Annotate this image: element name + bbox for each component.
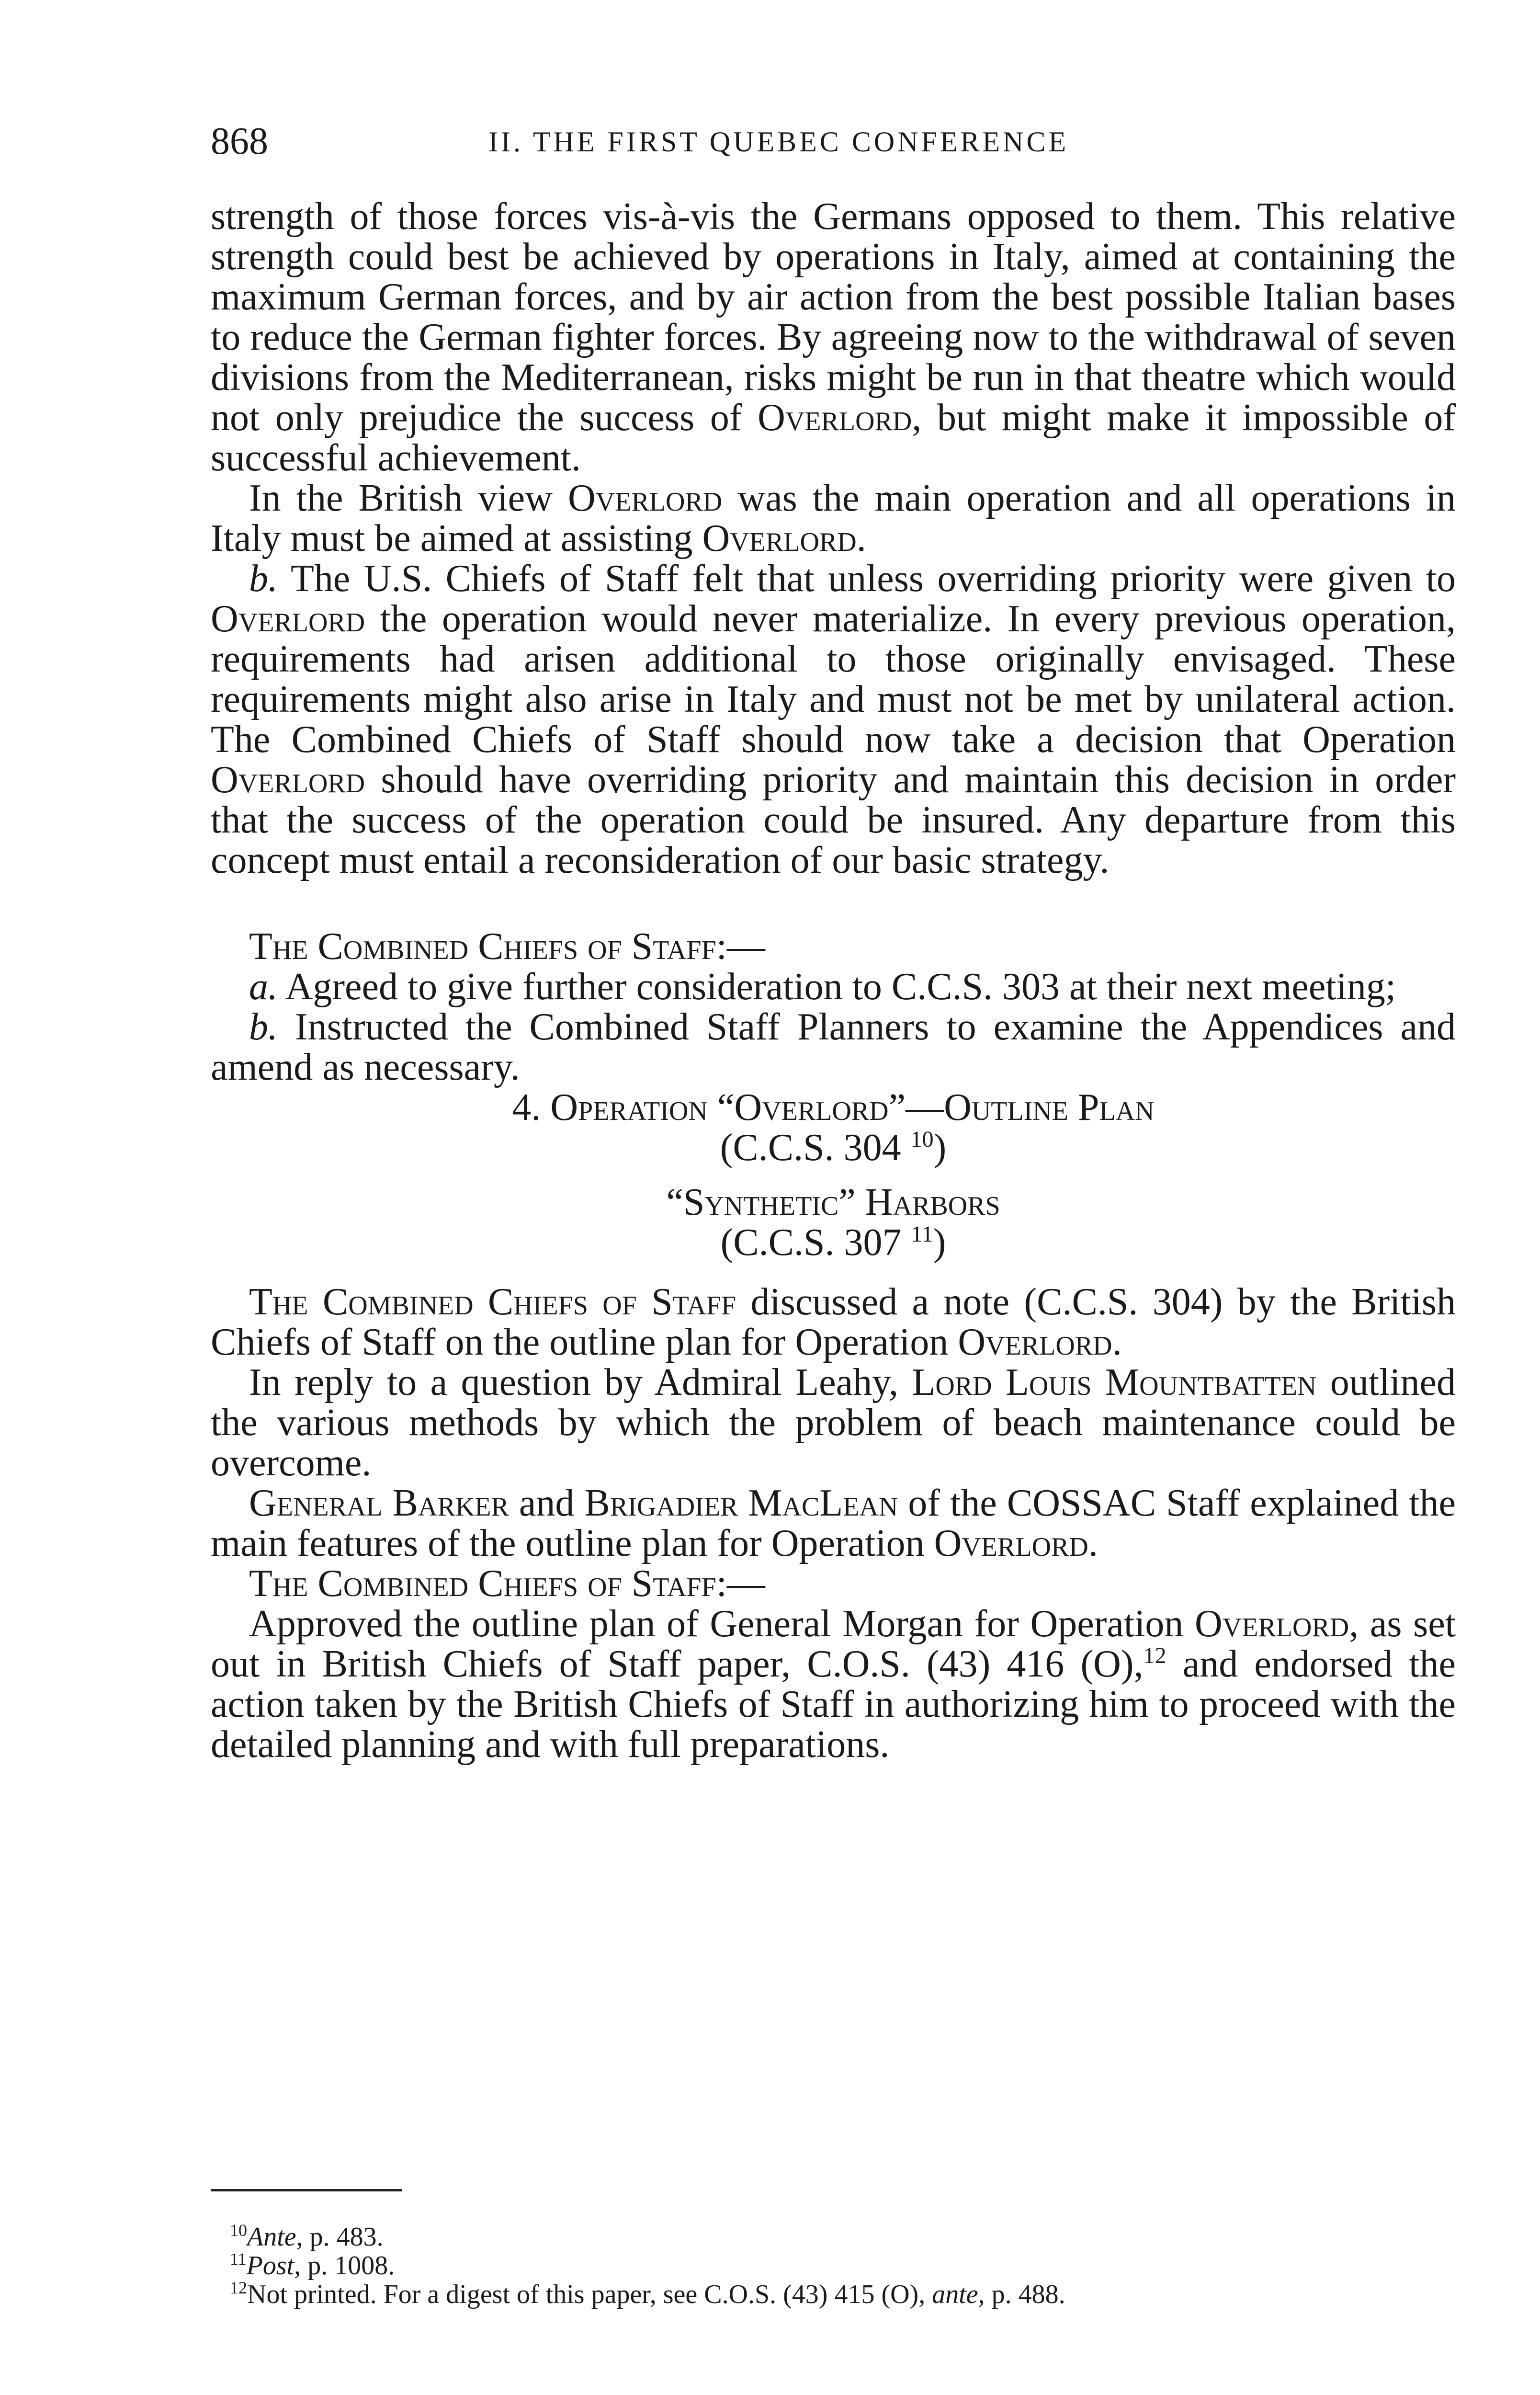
term-overlord: Overlord	[568, 477, 723, 519]
ccs-label: The Combined Chiefs of Staff	[249, 925, 716, 968]
text-run: , as set out in British Chiefs of Staff paper, C.O.S. (43) 416 (O),	[211, 1603, 1456, 1685]
footnote-11	[230, 2251, 1456, 2280]
ccs-label: The Combined Chiefs of Staff	[249, 1562, 716, 1605]
decision-b	[211, 1007, 1456, 1087]
footnote-marker: 11	[911, 1221, 933, 1247]
text-run: (C.C.S. 307	[720, 1221, 902, 1264]
name-barker: General Barker	[249, 1482, 509, 1524]
ccs-label: The Combined Chiefs of Staff	[249, 1281, 736, 1323]
section-ref-synthetic	[211, 1222, 1456, 1263]
paragraph-mountbatten	[211, 1362, 1456, 1483]
footnote-12	[230, 2280, 1456, 2309]
name-mountbatten: Lord Louis Mountbatten	[912, 1361, 1317, 1403]
text-run: :—	[716, 1562, 765, 1605]
item-label: b.	[249, 1006, 278, 1048]
text-run: (C.C.S. 304	[720, 1127, 901, 1169]
text-run: and	[519, 1482, 575, 1524]
section-ref-4	[211, 1128, 1456, 1168]
paragraph-us-view	[211, 559, 1456, 880]
footnote-text: , p. 488.	[978, 2280, 1065, 2309]
footnote-ref: Ante	[247, 2222, 296, 2252]
footnote-number: 11	[230, 2249, 247, 2269]
footnote-ref: ante	[932, 2280, 978, 2309]
term-overlord: Overlord	[211, 759, 365, 801]
text-run: In the British view	[249, 477, 553, 519]
page-body	[211, 196, 1456, 1765]
paragraph-british-view	[211, 478, 1456, 559]
footnote-text: , p. 1008.	[294, 2251, 395, 2281]
term-overlord: Overlord	[1195, 1603, 1349, 1645]
footnote-number: 10	[230, 2221, 247, 2240]
footnote-marker: 10	[910, 1127, 934, 1152]
paragraph-discussion: The Combined Chiefs of Staff discussed a note (C.C.S. 304) by the British Chiefs of Staff on the outline plan for Operation Overlord.	[211, 1281, 1456, 1363]
footnote-ref: Post	[246, 2251, 294, 2281]
text-run: Agreed to give further consideration to C.C.S. 303 at their next meeting;	[285, 966, 1396, 1008]
running-head: II. THE FIRST QUEBEC CONFERENCE	[488, 126, 1069, 158]
term-overlord: Overlord	[958, 1321, 1112, 1363]
text-run: )	[933, 1221, 946, 1264]
text-run: discussed a note (C.C.S. 304) by the British Chiefs of Staff on the outline plan for Operation	[211, 1281, 1456, 1363]
decision-a	[211, 967, 1456, 1007]
ccs-heading-1	[211, 926, 1456, 967]
footnote-marker: 12	[1143, 1643, 1166, 1668]
term-overlord: Overlord	[702, 517, 857, 559]
paragraph-approval	[211, 1604, 1456, 1765]
term-overlord: Overlord	[758, 397, 912, 439]
text-run: Instructed the Combined Staff Planners to examine the Appendices and amend as necessary.	[211, 1006, 1456, 1088]
footnote-text: , p. 483.	[296, 2222, 384, 2252]
text-run: .	[856, 517, 866, 559]
term-overlord: Overlord	[934, 1522, 1088, 1564]
text-run: of the COSSAC Staff explained the main features of the outline plan for Operation	[211, 1482, 1456, 1564]
footnotes	[230, 2223, 1456, 2309]
footnote-text: Not printed. For a digest of this paper, see C.O.S. (43) 415 (O),	[247, 2280, 926, 2309]
item-label: b.	[249, 558, 278, 600]
footnote-number: 12	[230, 2278, 247, 2297]
text-run: and endorsed the action taken by the British Chiefs of Staff in authorizing him to proceed with the detailed planning and with full preparations.	[211, 1643, 1456, 1766]
text-run: was the main operation and all operations in Italy must be aimed at assisting	[211, 477, 1456, 559]
section-title-4: 4. Operation “Overlord”—Outline Plan	[512, 1086, 1155, 1129]
text-run: should have overriding priority and maintain this decision in order that the success of the operation could be insured. Any departure from this concept must entail a reconsideration of our basic strategy.	[211, 759, 1456, 881]
page-number: 868	[211, 120, 268, 162]
text-run: Approved the outline plan of General Morgan for Operation	[249, 1603, 1184, 1645]
text-run: the operation would never materialize. In every previous operation, requirements had arisen additional to those originally envisaged. These requirements might also arise in Italy and must not be met by unilateral action. The Combined Chiefs of Staff should now take a decision that Operation	[211, 598, 1456, 761]
text-run: :—	[716, 925, 765, 968]
name-maclean: Brigadier MacLean	[584, 1482, 898, 1524]
footnote-rule	[211, 2189, 402, 2191]
paragraph-british-view-cont	[211, 196, 1456, 478]
footnote-10	[230, 2223, 1456, 2251]
page-header	[211, 120, 1456, 177]
text-run: , but might make it impossible of successful achievement.	[211, 397, 1456, 479]
text-run: outlined the various methods by which the problem of beach maintenance could be overcome.	[211, 1361, 1456, 1484]
paragraph-barker-maclean: General Barker and Brigadier MacLean of the COSSAC Staff explained the main features of the outline plan for Operation Overlord.	[211, 1482, 1456, 1564]
text-run: strength of those forces vis-à-vis the Germans opposed to them. This relative strength could best be achieved by operations in Italy, aimed at containing the maximum German forces, and by air action from the best possible Italian bases to reduce the German fighter forces. By agreeing now to the withdrawal of seven divisions from the Mediterranean, risks might be run in that theatre which would not only prejudice the success of	[211, 195, 1456, 439]
ccs-heading-2	[211, 1563, 1456, 1604]
text-run: The U.S. Chiefs of Staff felt that unless overriding priority were given to	[291, 558, 1456, 600]
section-title-synthetic: “Synthetic” Harbors	[666, 1181, 1000, 1223]
text-run: )	[933, 1127, 947, 1169]
text-run: In reply to a question by Admiral Leahy,	[249, 1361, 898, 1403]
item-label: a.	[249, 966, 278, 1008]
term-overlord: Overlord	[211, 598, 365, 640]
